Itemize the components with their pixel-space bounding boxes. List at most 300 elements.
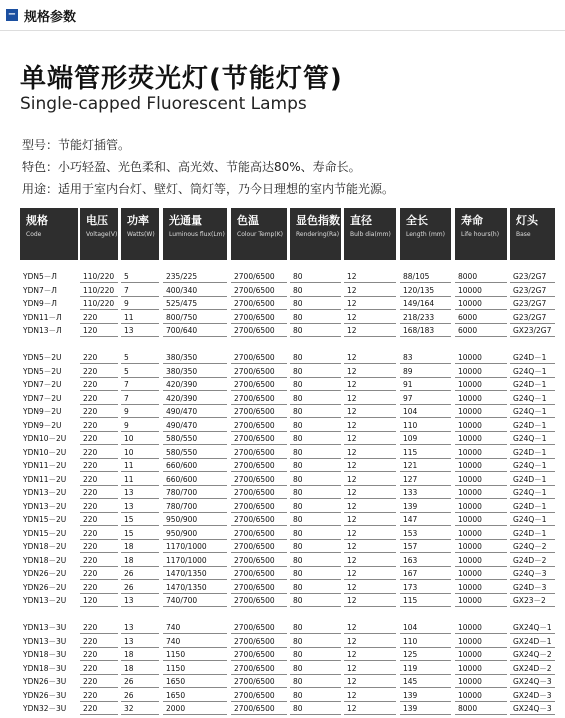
cell-colour-temp: 2700/6500: [231, 378, 287, 391]
cell-bulb-dia: 12: [344, 446, 396, 459]
cell-voltage: 220: [80, 351, 118, 364]
cell-watts: 11: [121, 459, 159, 472]
cell-watts: 7: [121, 392, 159, 405]
cell-watts: 9: [121, 405, 159, 418]
cell-length: 133: [400, 486, 451, 499]
cell-base: G24D－1: [510, 351, 555, 364]
cell-rendering: 80: [290, 621, 341, 634]
cell-rendering: 80: [290, 365, 341, 378]
cell-life-hours: 8000: [455, 702, 507, 715]
table-row: [20, 527, 550, 541]
header-label: 全长: [406, 214, 428, 227]
cell-code: YDN18－3U: [23, 663, 67, 673]
cell-life-hours: 10000: [455, 392, 507, 405]
header-label: 色温: [237, 214, 259, 227]
header-base: [510, 208, 555, 260]
cell-colour-temp: 2700/6500: [231, 392, 287, 405]
cell-watts: 5: [121, 365, 159, 378]
cell-colour-temp: 2700/6500: [231, 270, 287, 283]
cell-base: G24Q－2: [510, 540, 555, 553]
cell-length: 145: [400, 675, 451, 688]
page-subtitle: Single-capped Fluorescent Lamps: [20, 94, 307, 114]
cell-base: G24Q－1: [510, 405, 555, 418]
cell-base: G23/2G7: [510, 297, 555, 310]
cell-rendering: 80: [290, 284, 341, 297]
cell-base: GX24Q－3: [510, 702, 555, 715]
table-row: [20, 635, 550, 649]
cell-watts: 18: [121, 648, 159, 661]
cell-life-hours: 10000: [455, 486, 507, 499]
cell-rendering: 80: [290, 459, 341, 472]
cell-bulb-dia: 12: [344, 405, 396, 418]
cell-rendering: 80: [290, 513, 341, 526]
cell-rendering: 80: [290, 540, 341, 553]
table-row: [20, 405, 550, 419]
cell-life-hours: 10000: [455, 540, 507, 553]
cell-bulb-dia: 12: [344, 702, 396, 715]
section-header: [0, 0, 565, 31]
cell-bulb-dia: 12: [344, 392, 396, 405]
cell-luminous-flux: 580/550: [163, 432, 227, 445]
cell-bulb-dia: 12: [344, 689, 396, 702]
cell-watts: 10: [121, 432, 159, 445]
cell-rendering: 80: [290, 378, 341, 391]
cell-watts: 10: [121, 446, 159, 459]
header-length: [400, 208, 451, 260]
cell-length: 153: [400, 527, 451, 540]
cell-rendering: 80: [290, 270, 341, 283]
cell-code: YDN9－2U: [23, 407, 62, 416]
cell-luminous-flux: 400/340: [163, 284, 227, 297]
cell-luminous-flux: 380/350: [163, 365, 227, 378]
cell-colour-temp: 2700/6500: [231, 675, 287, 688]
cell-voltage: 120: [80, 324, 118, 337]
cell-length: 104: [400, 405, 451, 418]
header-voltage: [80, 208, 118, 260]
cell-length: 147: [400, 513, 451, 526]
cell-code: YDN18－3U: [23, 650, 67, 659]
cell-colour-temp: 2700/6500: [231, 513, 287, 526]
cell-length: 97: [400, 392, 451, 405]
cell-length: 119: [400, 662, 451, 675]
cell-length: 89: [400, 365, 451, 378]
cell-base: G24D－1: [510, 378, 555, 391]
table-row: [20, 689, 550, 703]
cell-length: 120/135: [400, 284, 451, 297]
header-unit: Base: [516, 231, 531, 238]
cell-base: G24D－1: [510, 419, 555, 432]
cell-watts: 15: [121, 527, 159, 540]
cell-colour-temp: 2700/6500: [231, 621, 287, 634]
header-unit: Luminous flux(Lm): [169, 231, 225, 238]
cell-base: G23/2G7: [510, 284, 555, 297]
cell-voltage: 220: [80, 527, 118, 540]
cell-voltage: 220: [80, 392, 118, 405]
cell-life-hours: 10000: [455, 621, 507, 634]
cell-watts: 32: [121, 702, 159, 715]
cell-base: G23/2G7: [510, 311, 555, 324]
cell-colour-temp: 2700/6500: [231, 351, 287, 364]
header-label: 灯头: [516, 214, 538, 227]
cell-voltage: 220: [80, 621, 118, 634]
cell-colour-temp: 2700/6500: [231, 689, 287, 702]
cell-length: 168/183: [400, 324, 451, 337]
section-title: 规格参数: [24, 10, 77, 25]
cell-colour-temp: 2700/6500: [231, 459, 287, 472]
cell-life-hours: 10000: [455, 405, 507, 418]
cell-luminous-flux: 1150: [163, 648, 227, 661]
cell-luminous-flux: 780/700: [163, 486, 227, 499]
cell-life-hours: 10000: [455, 446, 507, 459]
cell-colour-temp: 2700/6500: [231, 486, 287, 499]
cell-length: 139: [400, 702, 451, 715]
cell-length: 88/105: [400, 270, 451, 283]
cell-code: YDN7－2U: [23, 393, 62, 403]
cell-rendering: 80: [290, 473, 341, 486]
table-row: [20, 446, 550, 460]
table-row: [20, 621, 550, 635]
cell-luminous-flux: 490/470: [163, 405, 227, 418]
cell-code: YDN26－2U: [23, 569, 67, 578]
cell-life-hours: 10000: [455, 297, 507, 310]
cell-life-hours: 10000: [455, 378, 507, 391]
table-row: [20, 473, 550, 487]
cell-code: YDN13－Л: [23, 326, 62, 335]
header-watts: [121, 208, 159, 260]
cell-bulb-dia: 12: [344, 284, 396, 297]
cell-voltage: 220: [80, 554, 118, 567]
cell-code: YDN9－2U: [23, 420, 62, 430]
cell-voltage: 120: [80, 594, 118, 607]
cell-watts: 9: [121, 419, 159, 432]
cell-luminous-flux: 420/390: [163, 378, 227, 391]
cell-watts: 26: [121, 689, 159, 702]
cell-life-hours: 10000: [455, 662, 507, 675]
cell-base: GX24D－2: [510, 662, 555, 675]
cell-bulb-dia: 12: [344, 635, 396, 648]
cell-colour-temp: 2700/6500: [231, 500, 287, 513]
table-row: [20, 365, 550, 379]
cell-code: YDN10－2U: [23, 434, 67, 443]
cell-colour-temp: 2700/6500: [231, 567, 287, 580]
cell-luminous-flux: 950/900: [163, 527, 227, 540]
table-row: [20, 392, 550, 406]
desc-features: 特色：小巧轻盈、光色柔和、高光效、节能高达80%、寿命长。: [22, 160, 361, 174]
cell-rendering: 80: [290, 446, 341, 459]
cell-code: YDN13－2U: [23, 488, 67, 497]
cell-length: 173: [400, 581, 451, 594]
table-row: [20, 540, 550, 554]
cell-watts: 7: [121, 284, 159, 297]
cell-bulb-dia: 12: [344, 297, 396, 310]
cell-bulb-dia: 12: [344, 567, 396, 580]
cell-colour-temp: 2700/6500: [231, 473, 287, 486]
cell-voltage: 220: [80, 405, 118, 418]
cell-life-hours: 10000: [455, 675, 507, 688]
cell-voltage: 220: [80, 500, 118, 513]
cell-life-hours: 8000: [455, 270, 507, 283]
cell-voltage: 220: [80, 567, 118, 580]
cell-colour-temp: 2700/6500: [231, 324, 287, 337]
header-luminous-flux: [163, 208, 227, 260]
header-label: 直径: [350, 214, 372, 227]
table-row: [20, 554, 550, 568]
cell-life-hours: 10000: [455, 567, 507, 580]
cell-luminous-flux: 1170/1000: [163, 554, 227, 567]
table-row: [20, 567, 550, 581]
cell-base: GX24Q－2: [510, 648, 555, 661]
cell-voltage: 220: [80, 486, 118, 499]
cell-rendering: 80: [290, 675, 341, 688]
cell-watts: 13: [121, 621, 159, 634]
cell-watts: 11: [121, 311, 159, 324]
cell-life-hours: 10000: [455, 351, 507, 364]
cell-length: 127: [400, 473, 451, 486]
cell-bulb-dia: 12: [344, 459, 396, 472]
cell-base: GX24D－3: [510, 689, 555, 702]
minus-icon: −: [7, 9, 17, 20]
cell-watts: 15: [121, 513, 159, 526]
cell-length: 104: [400, 621, 451, 634]
cell-code: YDN26－3U: [23, 690, 67, 700]
cell-voltage: 220: [80, 513, 118, 526]
header-code: [20, 208, 78, 260]
cell-life-hours: 10000: [455, 527, 507, 540]
header-unit: Voltage(V): [86, 231, 118, 238]
cell-life-hours: 10000: [455, 459, 507, 472]
cell-colour-temp: 2700/6500: [231, 648, 287, 661]
cell-colour-temp: 2700/6500: [231, 594, 287, 607]
header-label: 功率: [127, 214, 149, 227]
cell-luminous-flux: 780/700: [163, 500, 227, 513]
desc-usage: 用途：适用于室内台灯、壁灯、筒灯等，乃今日理想的室内节能光源。: [22, 182, 395, 196]
cell-rendering: 80: [290, 432, 341, 445]
cell-rendering: 80: [290, 567, 341, 580]
cell-length: 139: [400, 689, 451, 702]
cell-watts: 5: [121, 351, 159, 364]
header-bulb-dia: [344, 208, 396, 260]
cell-rendering: 80: [290, 500, 341, 513]
cell-luminous-flux: 380/350: [163, 351, 227, 364]
cell-bulb-dia: 12: [344, 324, 396, 337]
cell-code: YDN13－3U: [23, 623, 67, 632]
cell-voltage: 220: [80, 459, 118, 472]
cell-length: 115: [400, 594, 451, 607]
cell-bulb-dia: 12: [344, 621, 396, 634]
cell-voltage: 220: [80, 540, 118, 553]
cell-luminous-flux: 740: [163, 635, 227, 648]
cell-bulb-dia: 12: [344, 554, 396, 567]
cell-length: 91: [400, 378, 451, 391]
cell-rendering: 80: [290, 297, 341, 310]
cell-voltage: 220: [80, 419, 118, 432]
cell-base: GX24D－1: [510, 635, 555, 648]
cell-colour-temp: 2700/6500: [231, 446, 287, 459]
cell-code: YDN15－2U: [23, 528, 67, 538]
cell-length: 218/233: [400, 311, 451, 324]
table-row: [20, 500, 550, 514]
cell-life-hours: 10000: [455, 554, 507, 567]
cell-bulb-dia: 12: [344, 378, 396, 391]
cell-bulb-dia: 12: [344, 594, 396, 607]
cell-watts: 13: [121, 486, 159, 499]
cell-length: 125: [400, 648, 451, 661]
cell-length: 109: [400, 432, 451, 445]
cell-base: G24D－1: [510, 500, 555, 513]
cell-luminous-flux: 490/470: [163, 419, 227, 432]
cell-luminous-flux: 660/600: [163, 473, 227, 486]
cell-length: 157: [400, 540, 451, 553]
table-row: [20, 270, 550, 284]
cell-luminous-flux: 1150: [163, 662, 227, 675]
table-row: [20, 581, 550, 595]
cell-luminous-flux: 1650: [163, 675, 227, 688]
desc-model: 型号：节能灯插管。: [22, 138, 131, 152]
cell-luminous-flux: 2000: [163, 702, 227, 715]
table-row: [20, 702, 550, 716]
table-row: [20, 486, 550, 500]
cell-life-hours: 10000: [455, 513, 507, 526]
cell-base: G24Q－1: [510, 513, 555, 526]
cell-code: YDN11－2U: [23, 474, 67, 484]
cell-life-hours: 10000: [455, 581, 507, 594]
cell-watts: 7: [121, 378, 159, 391]
cell-life-hours: 10000: [455, 689, 507, 702]
cell-luminous-flux: 1650: [163, 689, 227, 702]
cell-luminous-flux: 800/750: [163, 311, 227, 324]
cell-watts: 13: [121, 324, 159, 337]
cell-rendering: 80: [290, 635, 341, 648]
header-unit: Colour Temp(K): [237, 231, 283, 238]
table-row: [20, 378, 550, 392]
cell-rendering: 80: [290, 648, 341, 661]
cell-luminous-flux: 1170/1000: [163, 540, 227, 553]
table-row: [20, 459, 550, 473]
cell-bulb-dia: 12: [344, 432, 396, 445]
cell-voltage: 220: [80, 378, 118, 391]
cell-life-hours: 10000: [455, 473, 507, 486]
cell-code: YDN5－2U: [23, 366, 62, 376]
cell-watts: 11: [121, 473, 159, 486]
table-row: [20, 419, 550, 433]
header-colour-temp: [231, 208, 287, 260]
cell-code: YDN26－3U: [23, 677, 67, 686]
header-unit: Life hours(h): [461, 231, 500, 238]
cell-voltage: 220: [80, 473, 118, 486]
cell-bulb-dia: 12: [344, 662, 396, 675]
cell-colour-temp: 2700/6500: [231, 527, 287, 540]
cell-life-hours: 6000: [455, 311, 507, 324]
cell-voltage: 220: [80, 311, 118, 324]
cell-colour-temp: 2700/6500: [231, 311, 287, 324]
cell-base: GX23－2: [510, 594, 555, 607]
cell-life-hours: 10000: [455, 594, 507, 607]
cell-voltage: 220: [80, 689, 118, 702]
cell-luminous-flux: 660/600: [163, 459, 227, 472]
header-unit: Rendering(Ra): [296, 231, 340, 238]
cell-bulb-dia: 12: [344, 500, 396, 513]
cell-base: G24Q－1: [510, 459, 555, 472]
cell-code: YDN7－2U: [23, 380, 62, 389]
header-label: 光通量: [169, 214, 202, 227]
cell-base: G24Q－1: [510, 432, 555, 445]
cell-code: YDN11－2U: [23, 461, 67, 470]
cell-bulb-dia: 12: [344, 540, 396, 553]
cell-voltage: 220: [80, 648, 118, 661]
cell-colour-temp: 2700/6500: [231, 662, 287, 675]
cell-watts: 18: [121, 662, 159, 675]
cell-watts: 5: [121, 270, 159, 283]
cell-luminous-flux: 740: [163, 621, 227, 634]
cell-colour-temp: 2700/6500: [231, 297, 287, 310]
cell-life-hours: 10000: [455, 365, 507, 378]
cell-code: YDN26－2U: [23, 582, 67, 592]
cell-colour-temp: 2700/6500: [231, 540, 287, 553]
cell-base: G24Q－1: [510, 392, 555, 405]
cell-bulb-dia: 12: [344, 513, 396, 526]
cell-bulb-dia: 12: [344, 486, 396, 499]
cell-colour-temp: 2700/6500: [231, 365, 287, 378]
cell-code: YDN5－2U: [23, 353, 62, 362]
cell-bulb-dia: 12: [344, 419, 396, 432]
cell-luminous-flux: 740/700: [163, 594, 227, 607]
cell-voltage: 220: [80, 675, 118, 688]
cell-voltage: 110/220: [80, 284, 118, 297]
cell-life-hours: 10000: [455, 648, 507, 661]
cell-base: G24D－2: [510, 554, 555, 567]
cell-rendering: 80: [290, 486, 341, 499]
cell-rendering: 80: [290, 702, 341, 715]
cell-base: G24Q－3: [510, 567, 555, 580]
cell-life-hours: 6000: [455, 324, 507, 337]
cell-bulb-dia: 12: [344, 270, 396, 283]
cell-life-hours: 10000: [455, 419, 507, 432]
cell-rendering: 80: [290, 419, 341, 432]
cell-rendering: 80: [290, 662, 341, 675]
cell-bulb-dia: 12: [344, 675, 396, 688]
cell-colour-temp: 2700/6500: [231, 419, 287, 432]
cell-bulb-dia: 12: [344, 581, 396, 594]
cell-voltage: 220: [80, 662, 118, 675]
cell-voltage: 220: [80, 446, 118, 459]
table-row: [20, 648, 550, 662]
cell-code: YDN18－2U: [23, 555, 67, 565]
cell-colour-temp: 2700/6500: [231, 581, 287, 594]
cell-voltage: 220: [80, 635, 118, 648]
header-unit: Bulb dia(mm): [350, 231, 391, 238]
cell-code: YDN9－Л: [23, 299, 57, 308]
cell-length: 83: [400, 351, 451, 364]
header-unit: Code: [26, 231, 42, 238]
cell-life-hours: 10000: [455, 635, 507, 648]
cell-colour-temp: 2700/6500: [231, 284, 287, 297]
cell-base: GX24Q－3: [510, 675, 555, 688]
cell-length: 149/164: [400, 297, 451, 310]
header-label: 电压: [86, 214, 108, 227]
cell-code: YDN18－2U: [23, 542, 67, 551]
cell-rendering: 80: [290, 594, 341, 607]
cell-voltage: 220: [80, 432, 118, 445]
cell-luminous-flux: 950/900: [163, 513, 227, 526]
cell-colour-temp: 2700/6500: [231, 405, 287, 418]
table-row: [20, 297, 550, 311]
cell-luminous-flux: 1470/1350: [163, 581, 227, 594]
table-row: [20, 662, 550, 676]
cell-base: GX24Q－1: [510, 621, 555, 634]
cell-voltage: 220: [80, 702, 118, 715]
header-label: 寿命: [461, 214, 483, 227]
cell-base: G24D－1: [510, 527, 555, 540]
